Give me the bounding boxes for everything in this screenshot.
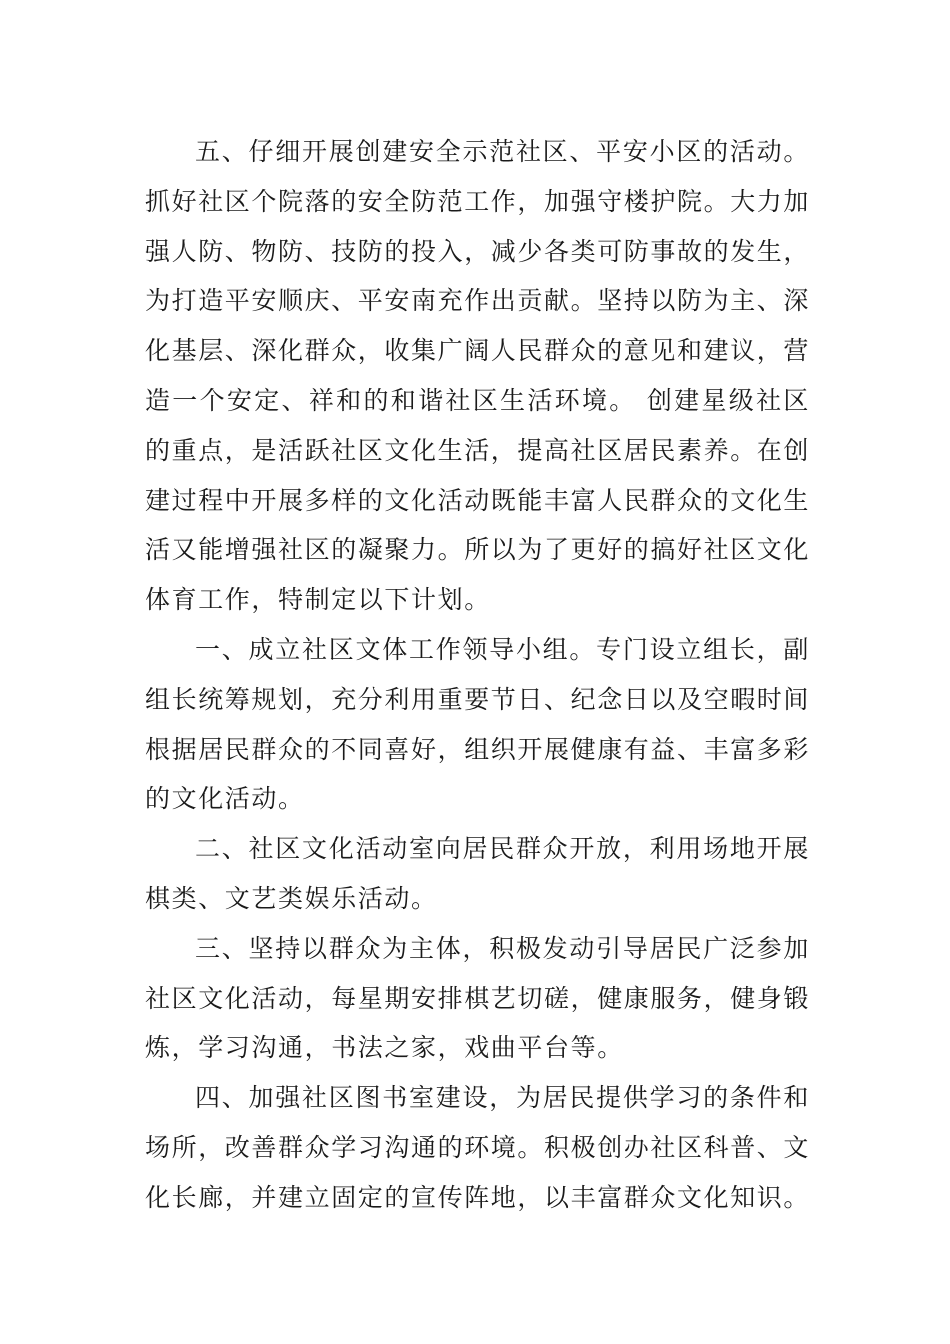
paragraph-section-five: 五、仔细开展创建安全示范社区、平安小区的活动。抓好社区个院落的安全防范工作，加强守楼护院。大力加强人防、物防、技防的投入，减少各类可防事故的发生，为打造平安顺庆、平安南充作出贡献。坚持以防为主、深化基层、深化群众，收集广阔人民群众的意见和建议，营造一个安定、祥和的和谐社区生活环境。 创建星级社区的重点，是活跃社区文化生活，提高社区居民素养。在创建过程中开展多样的文化活动既能丰富人民群众的文化生活又能增强社区的凝聚力。所以为了更好的搞好社区文化体育工作，特制定以下计划。 [145,137,811,615]
paragraph-item-one: 一、成立社区文体工作领导小组。专门设立组长，副组长统筹规划，充分利用重要节日、纪念日以及空暇时间根据居民群众的不同喜好，组织开展健康有益、丰富多彩的文化活动。 [145,634,811,814]
paragraph-item-two: 二、社区文化活动室向居民群众开放，利用场地开展棋类、文艺类娱乐活动。 [145,834,810,913]
paragraph-item-four: 四、加强社区图书室建设，为居民提供学习的条件和场所，改善群众学习沟通的环境。积极创办社区科普、文化长廊，并建立固定的宣传阵地，以丰富群众文化知识。 [145,1083,811,1212]
document-page [145,127,810,1223]
paragraph-item-three: 三、坚持以群众为主体，积极发动引导居民广泛参加社区文化活动，每星期安排棋艺切磋，健康服务，健身锻炼，学习沟通，书法之家，戏曲平台等。 [145,933,811,1063]
